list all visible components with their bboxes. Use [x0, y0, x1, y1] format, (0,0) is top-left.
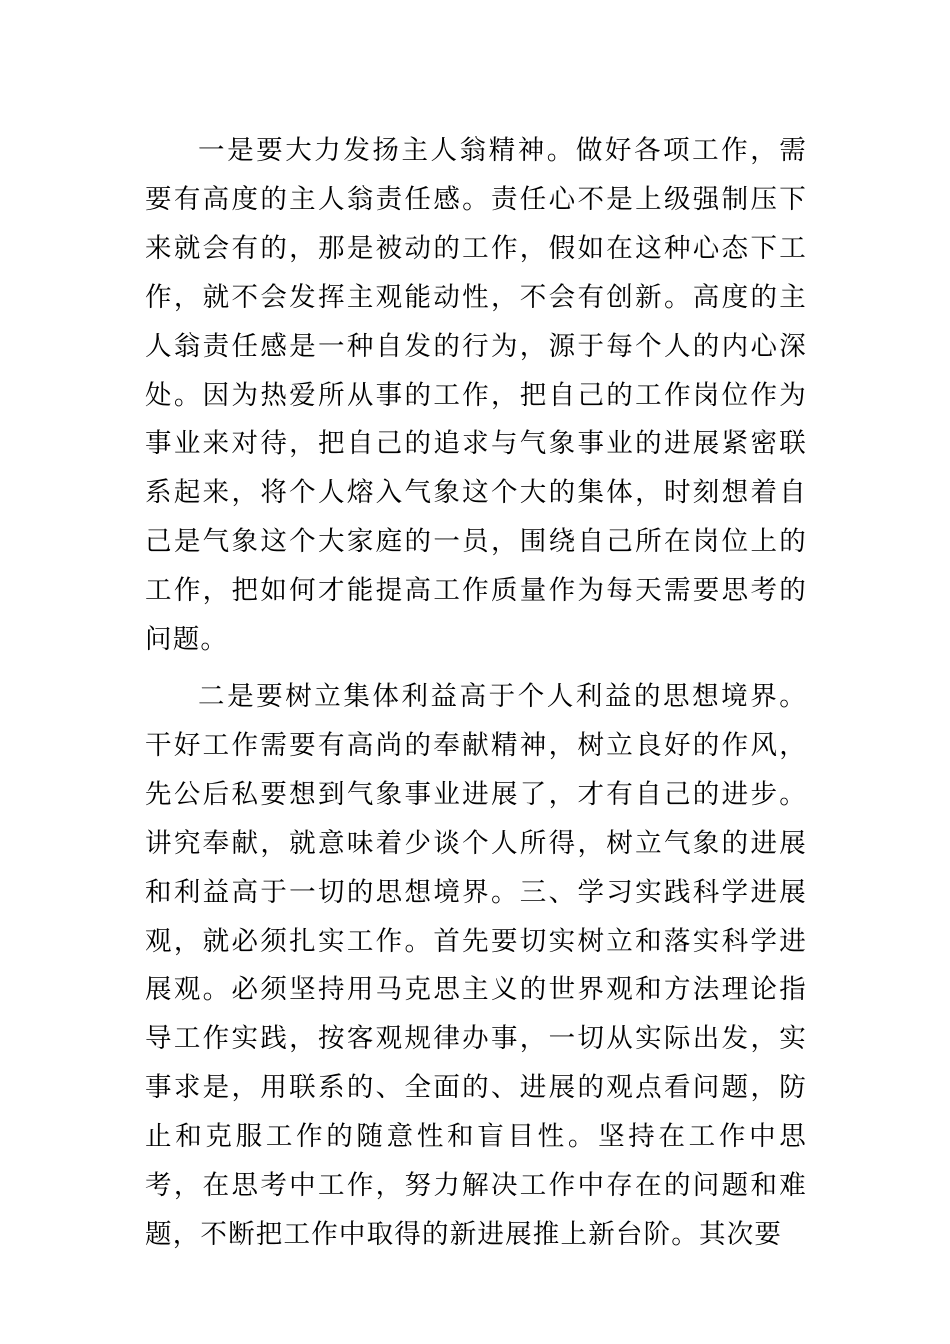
paragraph-2: 二是要树立集体利益高于个人利益的思想境界。干好工作需要有高尚的奉献精神，树立良好的作风，先公后私要想到气象事业进展了，才有自己的进步。讲究奉献，就意味着少谈个人所得，树立气象的进展和利益高于一切的思想境界。三、学习实践科学进展观，就必须扎实工作。首先要切实树立和落实科学进展观。必须坚持用马克思主义的世界观和方法理论指导工作实践，按客观规律办事，一切从实际出发，实事求是，用联系的、全面的、进展的观点看问题，防止和克服工作的随意性和盲目性。坚持在工作中思考，在思考中工作，努力解决工作中存在的问题和难题，不断把工作中取得的新进展推上新台阶。其次要 — [145, 681, 807, 1250]
paragraph-1: 一是要大力发扬主人翁精神。做好各项工作，需要有高度的主人翁责任感。责任心不是上级强制压下来就会有的，那是被动的工作，假如在这种心态下工作，就不会发挥主观能动性，不会有创新。高度的主人翁责任感是一种自发的行为，源于每个人的内心深处。因为热爱所从事的工作，把自己的工作岗位作为事业来对待，把自己的追求与气象事业的进展紧密联系起来，将个人熔入气象这个大的集体，时刻想着自己是气象这个大家庭的一员，围绕自己所在岗位上的工作，把如何才能提高工作质量作为每天需要思考的问题。 — [145, 135, 807, 656]
